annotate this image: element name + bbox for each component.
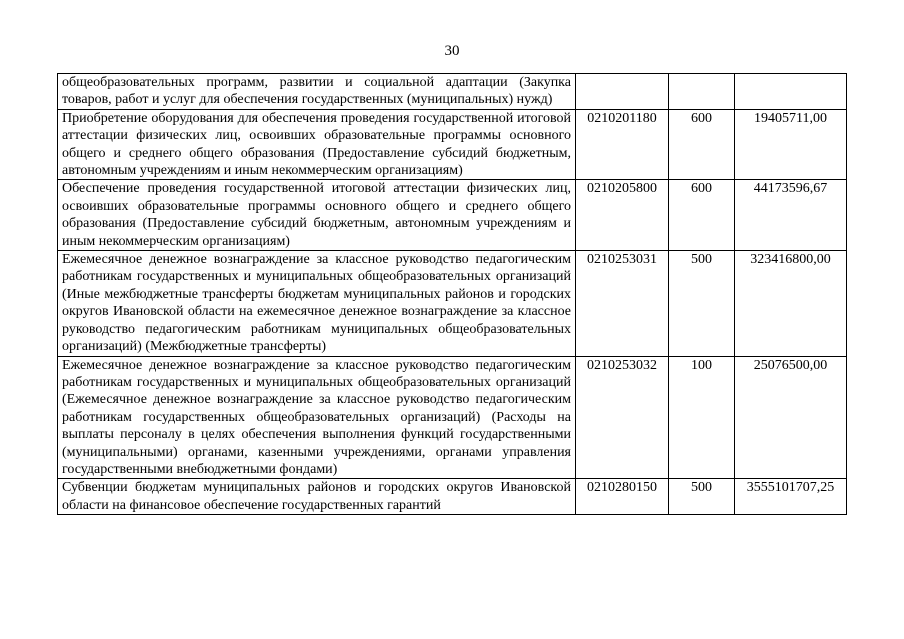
expense-type-cell: 500 [669, 251, 735, 356]
target-code-cell: 0210201180 [576, 109, 669, 180]
expense-type-cell: 500 [669, 479, 735, 515]
expense-type-cell: 600 [669, 109, 735, 180]
expense-name-cell: Субвенции бюджетам муниципальных районов и городских округов Ивановской области на финансовое обеспечение государственных гарантий [58, 479, 576, 515]
table-row [58, 109, 847, 180]
expense-name-cell: Обеспечение проведения государственной итоговой аттестации физических лиц, освоивших образовательные программы основного общего и среднего общего образования (Предоставление субсидий бюджетным, автономным учреждениям и иным некоммерческим организациям) [58, 180, 576, 251]
amount-cell [735, 74, 847, 110]
amount-cell: 19405711,00 [735, 109, 847, 180]
target-code-cell [576, 74, 669, 110]
table-row [58, 479, 847, 515]
table-row [58, 74, 847, 110]
amount-cell: 25076500,00 [735, 356, 847, 479]
expense-type-cell: 100 [669, 356, 735, 479]
target-code-cell: 0210253032 [576, 356, 669, 479]
expense-type-cell [669, 74, 735, 110]
table-row [58, 180, 847, 251]
amount-cell: 44173596,67 [735, 180, 847, 251]
table-row [58, 251, 847, 356]
target-code-cell: 0210253031 [576, 251, 669, 356]
expense-name-cell: общеобразовательных программ, развитии и социальной адаптации (Закупка товаров, работ и услуг для обеспечения государственных (муниципальных) нужд) [58, 74, 576, 110]
expense-name-cell: Приобретение оборудования для обеспечения проведения государственной итоговой аттестации физических лиц, освоивших образовательные программы основного общего и среднего общего образования (Предоставление субсидий бюджетным, автономным учреждениям и иным некоммерческим организациям) [58, 109, 576, 180]
budget-table [57, 73, 847, 515]
target-code-cell: 0210280150 [576, 479, 669, 515]
amount-cell: 323416800,00 [735, 251, 847, 356]
expense-type-cell: 600 [669, 180, 735, 251]
amount-cell: 3555101707,25 [735, 479, 847, 515]
expense-name-cell: Ежемесячное денежное вознаграждение за классное руководство педагогическим работникам государственных и муниципальных общеобразовательных организаций (Ежемесячное денежное вознаграждение за классное руководство педагогическим работникам государственных общеобразовательных организаций) (Расходы на выплаты персоналу в целях обеспечения выполнения функций государственными (муниципальными) органами, казенными учреждениями, органами управления государственными внебюджетными фондами) [58, 356, 576, 479]
page-number: 30 [444, 43, 460, 59]
table-row [58, 356, 847, 479]
expense-name-cell: Ежемесячное денежное вознаграждение за классное руководство педагогическим работникам государственных и муниципальных общеобразовательных организаций (Иные межбюджетные трансферты бюджетам муниципальных районов и городских округов Ивановской области на ежемесячное денежное вознаграждение за классное руководство педагогическим работникам муниципальных общеобразовательных организаций) (Межбюджетные трансферты) [58, 251, 576, 356]
target-code-cell: 0210205800 [576, 180, 669, 251]
